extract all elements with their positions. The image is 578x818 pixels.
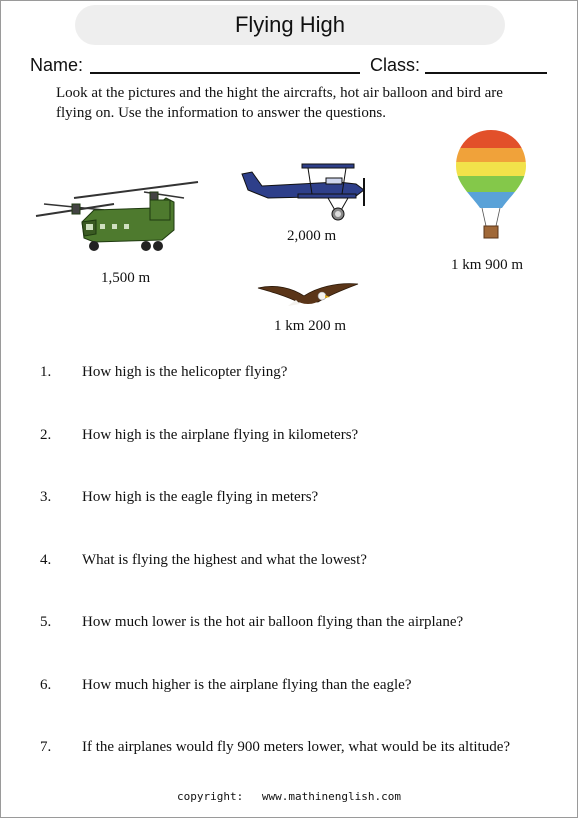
name-label: Name: [30,55,84,75]
question-number: 2. [40,427,52,443]
footer [0,790,578,803]
page-title: Flying High [75,5,505,45]
question-text: If the airplanes would fly 900 meters lower, what would be its altitude? [82,739,511,755]
question-text: How high is the airplane flying in kilometers? [82,427,359,443]
class-field[interactable] [425,72,547,74]
question-number: 5. [40,614,52,630]
instructions: Look at the pictures and the hight the aircrafts, hot air balloon and bird are flying on. Use the information to answer the questions. [56,85,503,121]
question-number: 3. [40,489,52,505]
question-text: How much lower is the hot air balloon flying than the airplane? [82,614,464,630]
hot-air-balloon-image [454,128,528,246]
question-text: How much higher is the airplane flying than the eagle? [82,677,412,693]
website-link[interactable]: www.mathinenglish.com [261,790,401,803]
copyright-label: copyright: [177,790,244,803]
eagle-altitude: 1 km 200 m [274,318,347,334]
question-text: What is flying the highest and what the lowest? [82,552,367,568]
question-number: 1. [40,364,52,380]
helicopter-altitude: 1,500 m [101,270,151,286]
name-class-row [30,55,550,79]
question-number: 6. [40,677,52,693]
question-text: How high is the eagle flying in meters? [82,489,319,505]
balloon-altitude: 1 km 900 m [451,257,524,273]
airplane-image [238,160,370,224]
name-field[interactable] [90,72,360,74]
helicopter-image [34,178,200,262]
question-text: How high is the helicopter flying? [82,364,288,380]
eagle-image [256,280,360,310]
question-number: 7. [40,739,52,755]
class-label: Class: [370,55,421,75]
question-number: 4. [40,552,52,568]
airplane-altitude: 2,000 m [287,228,337,244]
